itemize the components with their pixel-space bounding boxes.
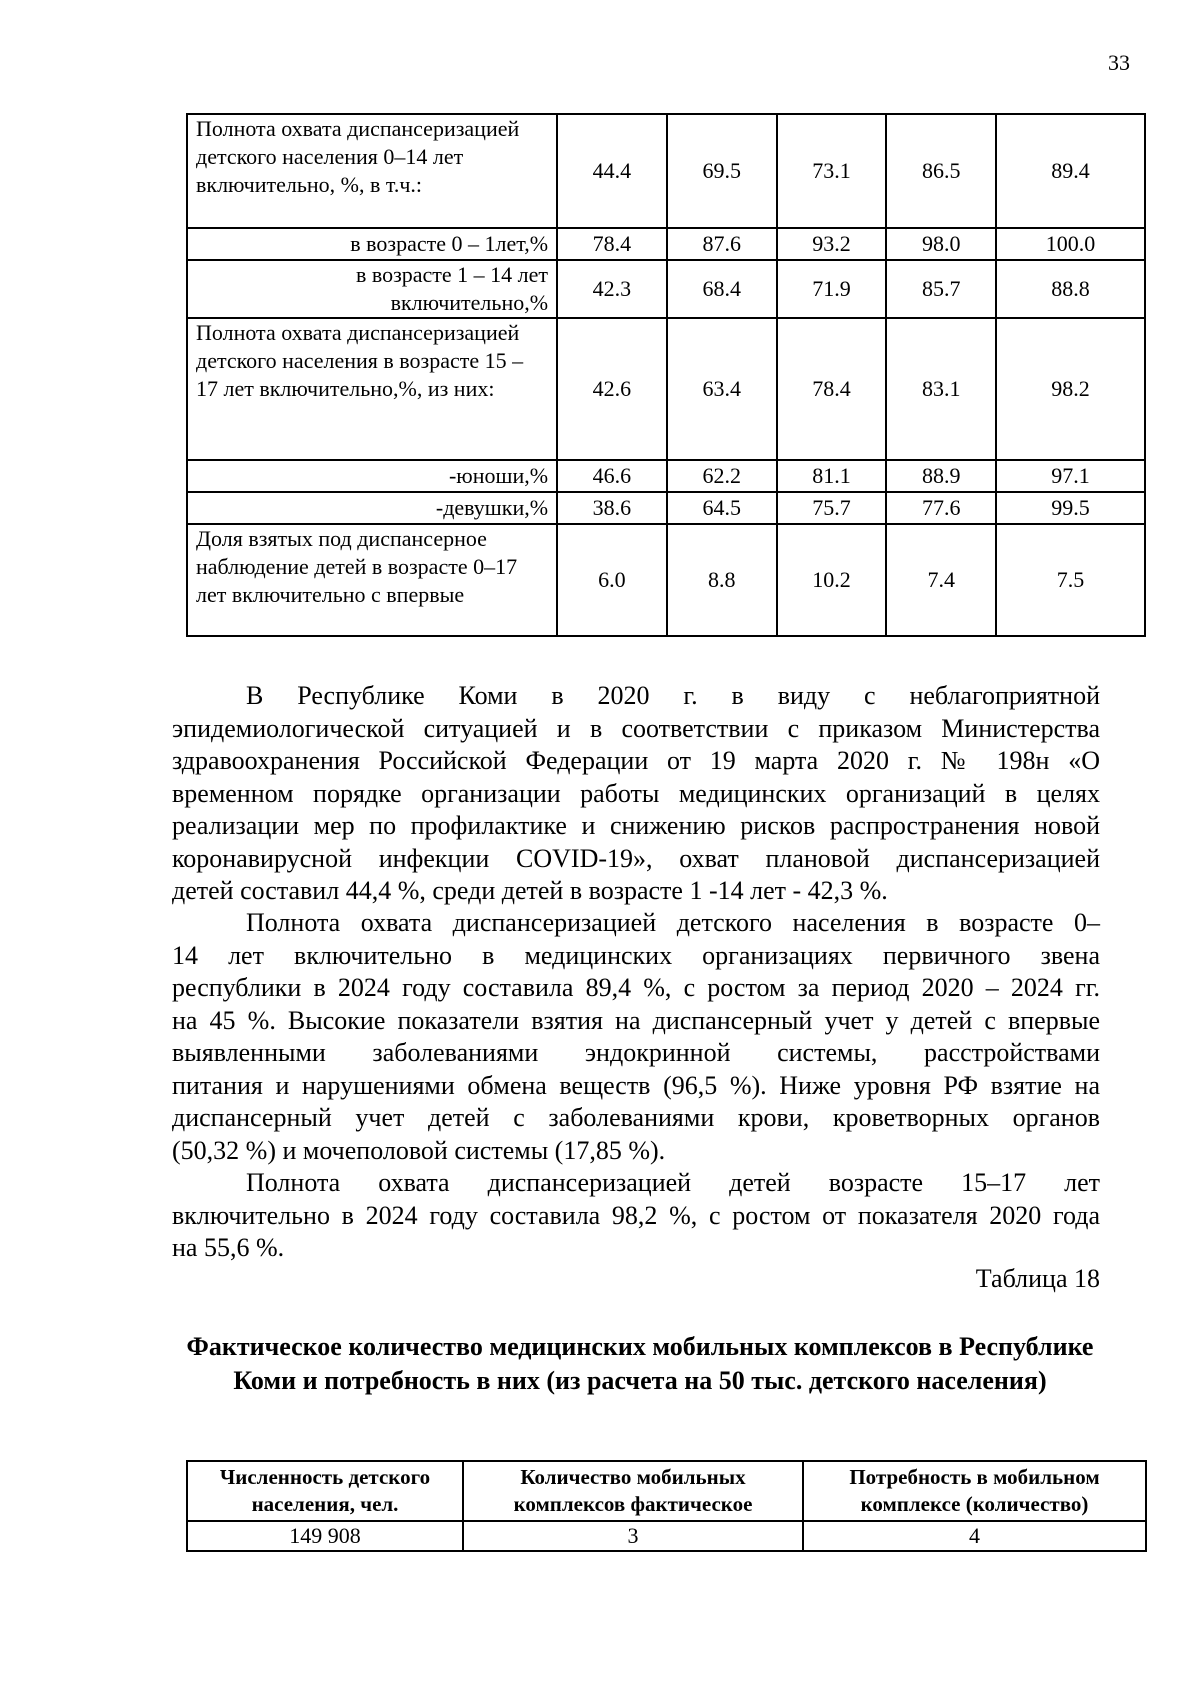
row-label: -девушки,% — [187, 492, 557, 524]
cell: 44.4 — [557, 114, 667, 228]
cell: 69.5 — [667, 114, 777, 228]
text-line: реализации мер по профилактике и снижению рисков распространения новой — [172, 811, 1100, 840]
row-label: Доля взятых под диспансерное наблюдение детей в возрасте 0–17 лет включительно с впервые — [187, 524, 557, 636]
table-row — [187, 318, 1145, 460]
text-line: коронавирусной инфекции COVID-19», охват плановой диспансеризацией — [172, 843, 1100, 873]
row-label: Полнота охвата диспансеризацией детского населения 0–14 лет включительно, %, в т.ч.: — [187, 114, 557, 228]
cell: 78.4 — [777, 318, 887, 460]
cell: 3 — [463, 1521, 803, 1551]
paragraph-3 — [172, 1167, 1100, 1265]
table-row — [187, 492, 1145, 524]
cell: 86.5 — [886, 114, 996, 228]
cell: 71.9 — [777, 260, 887, 318]
cell: 64.5 — [667, 492, 777, 524]
cell: 78.4 — [557, 228, 667, 260]
cell: 8.8 — [667, 524, 777, 636]
cell: 98.0 — [886, 228, 996, 260]
cell: 4 — [803, 1521, 1146, 1551]
cell: 93.2 — [777, 228, 887, 260]
row-label: -юноши,% — [187, 460, 557, 492]
mobile-complex-table — [186, 1460, 1147, 1552]
text-line: питания и нарушениями обмена веществ (96,5 %). Ниже уровня РФ взятие на — [172, 1070, 1100, 1100]
cell: 62.2 — [667, 460, 777, 492]
cell: 88.8 — [996, 260, 1145, 318]
cell: 99.5 — [996, 492, 1145, 524]
cell: 7.4 — [886, 524, 996, 636]
text-line: здравоохранения Российской Федерации от 19 марта 2020 г. № 198н «О — [172, 746, 1100, 775]
table-row — [187, 114, 1145, 228]
column-header: Численность детского населения, чел. — [187, 1461, 463, 1521]
cell: 149 908 — [187, 1521, 463, 1551]
cell: 87.6 — [667, 228, 777, 260]
page-number: 33 — [1108, 50, 1130, 75]
table-title: Фактическое количество медицинских мобильных комплексов в Республике Коми и потребность в них (из расчета на 50 тыс. детского населения) — [186, 1332, 1094, 1395]
text-line: выявленными заболеваниями эндокринной системы, расстройствами — [172, 1038, 1100, 1067]
cell: 85.7 — [886, 260, 996, 318]
cell: 100.0 — [996, 228, 1145, 260]
cell: 88.9 — [886, 460, 996, 492]
coverage-table — [186, 113, 1146, 637]
cell: 42.6 — [557, 318, 667, 460]
row-label: в возрасте 0 – 1лет,% — [187, 228, 557, 260]
text-line: Полнота охвата диспансеризацией детей возрасте 15–17 лет — [246, 1168, 1100, 1197]
cell: 42.3 — [557, 260, 667, 318]
text-line: эпидемиологической ситуацией и в соответствии с приказом Министерства — [172, 713, 1100, 743]
cell: 89.4 — [996, 114, 1145, 228]
cell: 73.1 — [777, 114, 887, 228]
row-label: в возрасте 1 – 14 лет включительно,% — [187, 260, 557, 318]
column-header: Потребность в мобильном комплексе (количество) — [803, 1461, 1146, 1521]
cell: 46.6 — [557, 460, 667, 492]
paragraph-2 — [172, 907, 1100, 1167]
table-row — [187, 228, 1145, 260]
text-line: Полнота охвата диспансеризацией детского населения в возрасте 0– — [246, 908, 1100, 937]
text-line: временном порядке организации работы медицинских организаций в целях — [172, 778, 1100, 808]
text-line: диспансерный учет детей с заболеваниями крови, кроветворных органов — [172, 1103, 1100, 1132]
cell: 63.4 — [667, 318, 777, 460]
row-label: Полнота охвата диспансеризацией детского населения в возрасте 15 – 17 лет включительно,%, из них: — [187, 318, 557, 460]
cell: 75.7 — [777, 492, 887, 524]
text-line: В Республике Коми в 2020 г. в виду с неблагоприятной — [246, 681, 1100, 710]
text-line: на 45 %. Высокие показатели взятия на диспансерный учет у детей с впервые — [172, 1005, 1100, 1035]
cell: 81.1 — [777, 460, 887, 492]
text-line: включительно в 2024 году составила 98,2 %, с ростом от показателя 2020 года — [172, 1200, 1100, 1230]
column-header: Количество мобильных комплексов фактическое — [463, 1461, 803, 1521]
table-row — [187, 260, 1145, 318]
table-header-row — [187, 1461, 1146, 1521]
cell: 83.1 — [886, 318, 996, 460]
cell: 77.6 — [886, 492, 996, 524]
text-line: детей составил 44,4 %, среди детей в возрасте 1 -14 лет - 42,3 %. — [172, 876, 888, 905]
cell: 98.2 — [996, 318, 1145, 460]
text-line: 14 лет включительно в медицинских организациях первичного звена — [172, 940, 1100, 970]
table-row — [187, 524, 1145, 636]
table-row — [187, 460, 1145, 492]
table-row — [187, 1521, 1146, 1551]
cell: 68.4 — [667, 260, 777, 318]
cell: 6.0 — [557, 524, 667, 636]
text-line: на 55,6 %. — [172, 1233, 285, 1262]
cell: 10.2 — [777, 524, 887, 636]
cell: 97.1 — [996, 460, 1145, 492]
text-line: республики в 2024 году составила 89,4 %, с ростом за период 2020 – 2024 гг. — [172, 973, 1100, 1002]
cell: 38.6 — [557, 492, 667, 524]
text-line: (50,32 %) и мочеполовой системы (17,85 %). — [172, 1135, 666, 1165]
cell: 7.5 — [996, 524, 1145, 636]
paragraph-1 — [172, 680, 1100, 908]
table-label: Таблица 18 — [975, 1264, 1100, 1293]
